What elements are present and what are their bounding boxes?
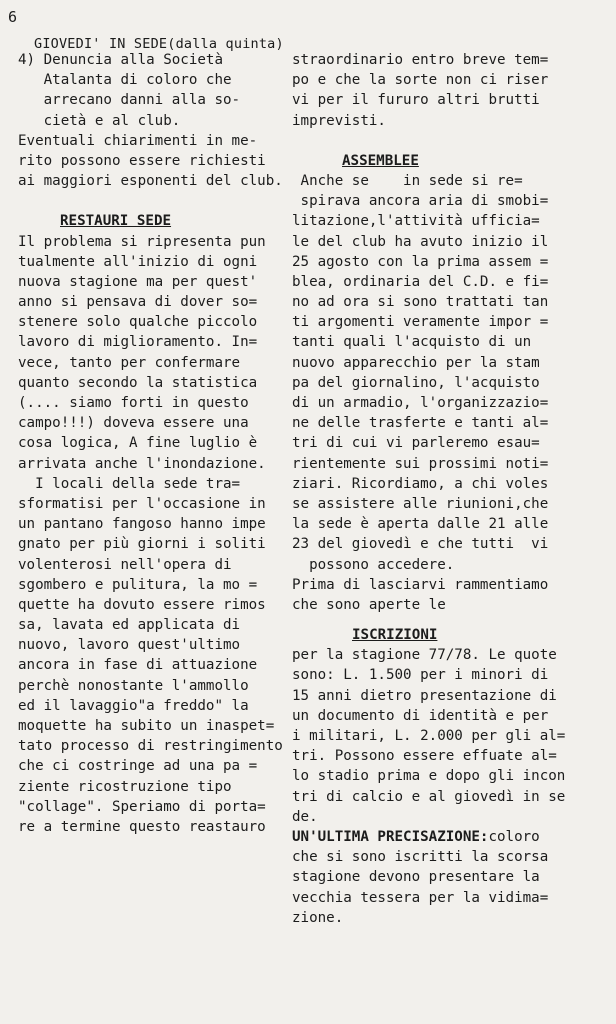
text-line: un pantano fangoso hanno impe	[18, 516, 266, 533]
text-line: Eventuali chiarimenti in me-	[18, 132, 258, 149]
text-line: moquette ha subito un inaspet=	[18, 718, 275, 734]
text-line: sformatisi per l'occasione in	[18, 495, 266, 512]
text-line: ti argomenti veramente impor =	[292, 314, 549, 331]
right-intro	[292, 50, 598, 131]
text-line: 23 del giovedì e che tutti vi	[292, 536, 549, 553]
text-line: rito possono essere richiesti	[18, 152, 266, 169]
text-line: che ci costringe ad una pa =	[18, 758, 258, 775]
text-line: Atalanta di coloro che	[18, 72, 232, 89]
right-column	[292, 50, 598, 928]
text-line: di un armadio, l'organizzazio=	[292, 395, 549, 411]
text-line: ai maggiori esponenti del club.	[18, 173, 283, 190]
text-line: quette ha dovuto essere rimos	[18, 596, 266, 613]
text-line: lo stadio prima e dopo gli incon	[292, 768, 566, 785]
text-line: nuova stagione ma per quest'	[18, 273, 258, 290]
text-line: po e che la sorte non ci riser	[292, 72, 549, 89]
text-line: (.... siamo forti in questo	[18, 395, 249, 411]
text-line: vecchia tessera per la vidima=	[292, 889, 549, 906]
text-line: Anche se in sede si re=	[292, 172, 523, 189]
final-note	[292, 827, 598, 928]
section-title-assemblee: ASSEMBLEE	[342, 152, 419, 169]
text-line: nuovo, lavoro quest'ultimo	[18, 637, 241, 654]
text-line: cietà e al club.	[18, 112, 181, 129]
text-line: sono: L. 1.500 per i minori di	[292, 667, 549, 684]
text-line: spirava ancora aria di smobi=	[292, 193, 549, 210]
text-line: tualmente all'inizio di ogni	[18, 253, 258, 270]
text-line: che sono aperte le	[292, 596, 446, 613]
text-line: tanti quali l'acquisto di un	[292, 334, 532, 351]
text-line: la sede è aperta dalle 21 alle	[292, 516, 549, 533]
text-line: volenterosi nell'opera di	[18, 556, 232, 573]
text-line: 4) Denuncia alla Società	[18, 52, 223, 68]
text-line: ziente ricostruzione tipo	[18, 778, 232, 795]
text-line: campo!!!) doveva essere una	[18, 415, 249, 432]
text-line: lavoro di miglioramento. In=	[18, 334, 258, 351]
text-line: stenere solo qualche piccolo	[18, 314, 258, 331]
text-line: le del club ha avuto inizio il	[292, 233, 549, 250]
text-line: tri di calcio e al giovedì in se	[292, 788, 566, 805]
text-line: tato processo di restringimento	[18, 738, 283, 755]
text-line: arrecano danni alla so-	[18, 92, 241, 109]
left-intro	[18, 50, 301, 191]
text-line: imprevisti.	[292, 112, 386, 129]
text-line: rientemente sui prossimi noti=	[292, 455, 549, 472]
page-number: 6	[8, 8, 18, 26]
text-line: sa, lavata ed applicata di	[18, 617, 241, 634]
final-note-first-line	[292, 827, 598, 847]
text-line: ne delle trasferte e tanti al=	[292, 415, 549, 432]
text-line: 15 anni dietro presentazione di	[292, 687, 557, 704]
text-line: zione.	[292, 909, 344, 926]
text-line: nuovo apparecchio per la stam	[292, 354, 540, 371]
text-line: possono accedere.	[292, 556, 455, 573]
text-line: quanto secondo la statistica	[18, 374, 258, 391]
text-line: che si sono iscritti la scorsa	[292, 849, 549, 866]
text-line: pa del giornalino, l'acquisto	[292, 374, 540, 391]
text-line: blea, ordinaria del C.D. e fi=	[292, 273, 549, 290]
text-line: tri. Possono essere effuate al=	[292, 748, 557, 765]
text-line: litazione,l'attività ufficia=	[292, 213, 540, 230]
text-line: "collage". Speriamo di porta=	[18, 798, 266, 815]
text-line: vi per il fururo altri brutti	[292, 92, 540, 109]
text-line: anno si pensava di dover so=	[18, 294, 258, 311]
text-line: un documento di identità e per	[292, 707, 549, 724]
assemblee-body	[292, 171, 598, 615]
text-line: no ad ora si sono trattati tan	[292, 294, 549, 311]
left-column	[18, 50, 301, 837]
text-line: I locali della sede tra=	[18, 475, 241, 492]
text-line: de.	[292, 808, 318, 825]
section-title-restauri: RESTAURI SEDE	[60, 213, 172, 230]
section-title-iscrizioni: ISCRIZIONI	[352, 627, 438, 644]
text-line: ed il lavaggio"a freddo" la	[18, 697, 249, 714]
running-header: GIOVEDI' IN SEDE(dalla quinta)	[34, 36, 284, 52]
text-line: ziari. Ricordiamo, a chi voles	[292, 475, 549, 492]
text-line: per la stagione 77/78. Le quote	[292, 647, 557, 664]
text-line: se assistere alle riunioni,che	[292, 495, 549, 512]
text-line: straordinario entro breve tem=	[292, 52, 549, 68]
text-line: sgombero e pulitura, la mo =	[18, 576, 258, 593]
restauri-body	[18, 232, 301, 838]
text-line: cosa logica, A fine luglio è	[18, 435, 258, 452]
text-line: arrivata anche l'inondazione.	[18, 455, 266, 472]
text-line: Il problema si ripresenta pun	[18, 233, 266, 250]
text-line: vece, tanto per confermare	[18, 354, 241, 371]
text-line: stagione devono presentare la	[292, 869, 540, 886]
text-line: ancora in fase di attuazione	[18, 657, 258, 674]
text-line: i militari, L. 2.000 per gli al=	[292, 728, 566, 744]
final-note-label: UN'ULTIMA PRECISAZIONE:	[292, 828, 489, 845]
text-line: re a termine questo reastauro	[18, 818, 266, 835]
text-line: perchè nonostante l'ammollo	[18, 677, 249, 694]
text-line: gnato per più giorni i soliti	[18, 536, 266, 553]
text-line: tri di cui vi parleremo esau=	[292, 435, 540, 452]
text-line: 25 agosto con la prima assem =	[292, 253, 549, 270]
final-note-first-text: coloro	[488, 828, 540, 845]
text-line: Prima di lasciarvi rammentiamo	[292, 576, 549, 593]
iscrizioni-body	[292, 645, 598, 827]
